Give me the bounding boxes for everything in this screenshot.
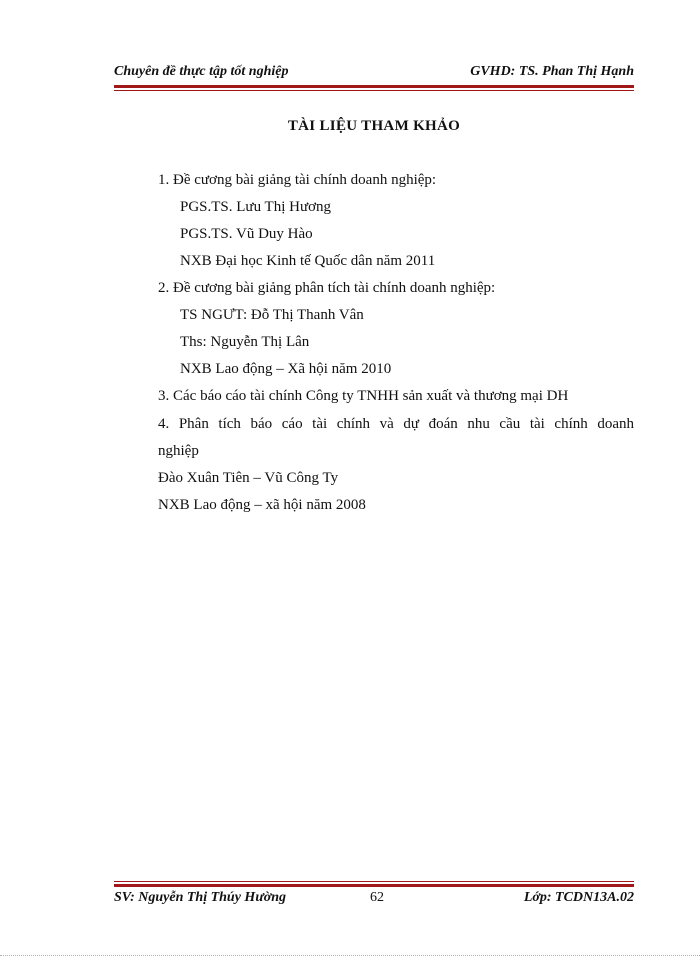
header-rule-thin [114,90,634,91]
ref-1-line-1: PGS.TS. Lưu Thị Hương [180,199,332,215]
ref-4-line-1: Đào Xuân Tiên – Vũ Công Ty [158,470,339,486]
ref-4-line-2: NXB Lao động – xã hội năm 2008 [158,497,366,513]
page-footer [114,890,634,910]
ref-2-heading: 2. Đề cương bài giảng phân tích tài chính doanh nghiệp: [158,280,496,296]
page-edge-dots [0,955,700,956]
footer-student: SV: Nguyễn Thị Thúy Hường [114,890,286,905]
ref-1-line-2: PGS.TS. Vũ Duy Hào [180,226,313,242]
ref-2-line-2: Ths: Nguyễn Thị Lân [180,334,310,350]
ref-4-continuation: nghiệp [158,443,199,459]
footer-rule-thick [114,884,634,887]
page-title: TÀI LIỆU THAM KHẢO [287,118,461,134]
ref-3-heading: 3. Các báo cáo tài chính Công ty TNHH sản xuất và thương mại DH [158,388,569,404]
page-header [114,64,634,84]
header-rule-thick [114,85,634,88]
footer-rule-thin [114,881,634,882]
ref-2-line-1: TS NGƯT: Đỗ Thị Thanh Vân [180,307,364,323]
header-right: GVHD: TS. Phan Thị Hạnh [470,64,634,79]
page-number: 62 [370,890,384,905]
ref-1-heading: 1. Đề cương bài giảng tài chính doanh nghiệp: [158,172,437,188]
header-left: Chuyên đề thực tập tốt nghiệp [114,64,289,79]
ref-4-heading: 4. Phân tích báo cáo tài chính và dự đoán nhu cầu tài chính doanh [158,416,634,432]
footer-class: Lớp: TCDN13A.02 [523,890,634,905]
ref-2-line-3: NXB Lao động – Xã hội năm 2010 [180,361,392,377]
ref-1-line-3: NXB Đại học Kinh tế Quốc dân năm 2011 [180,253,436,269]
